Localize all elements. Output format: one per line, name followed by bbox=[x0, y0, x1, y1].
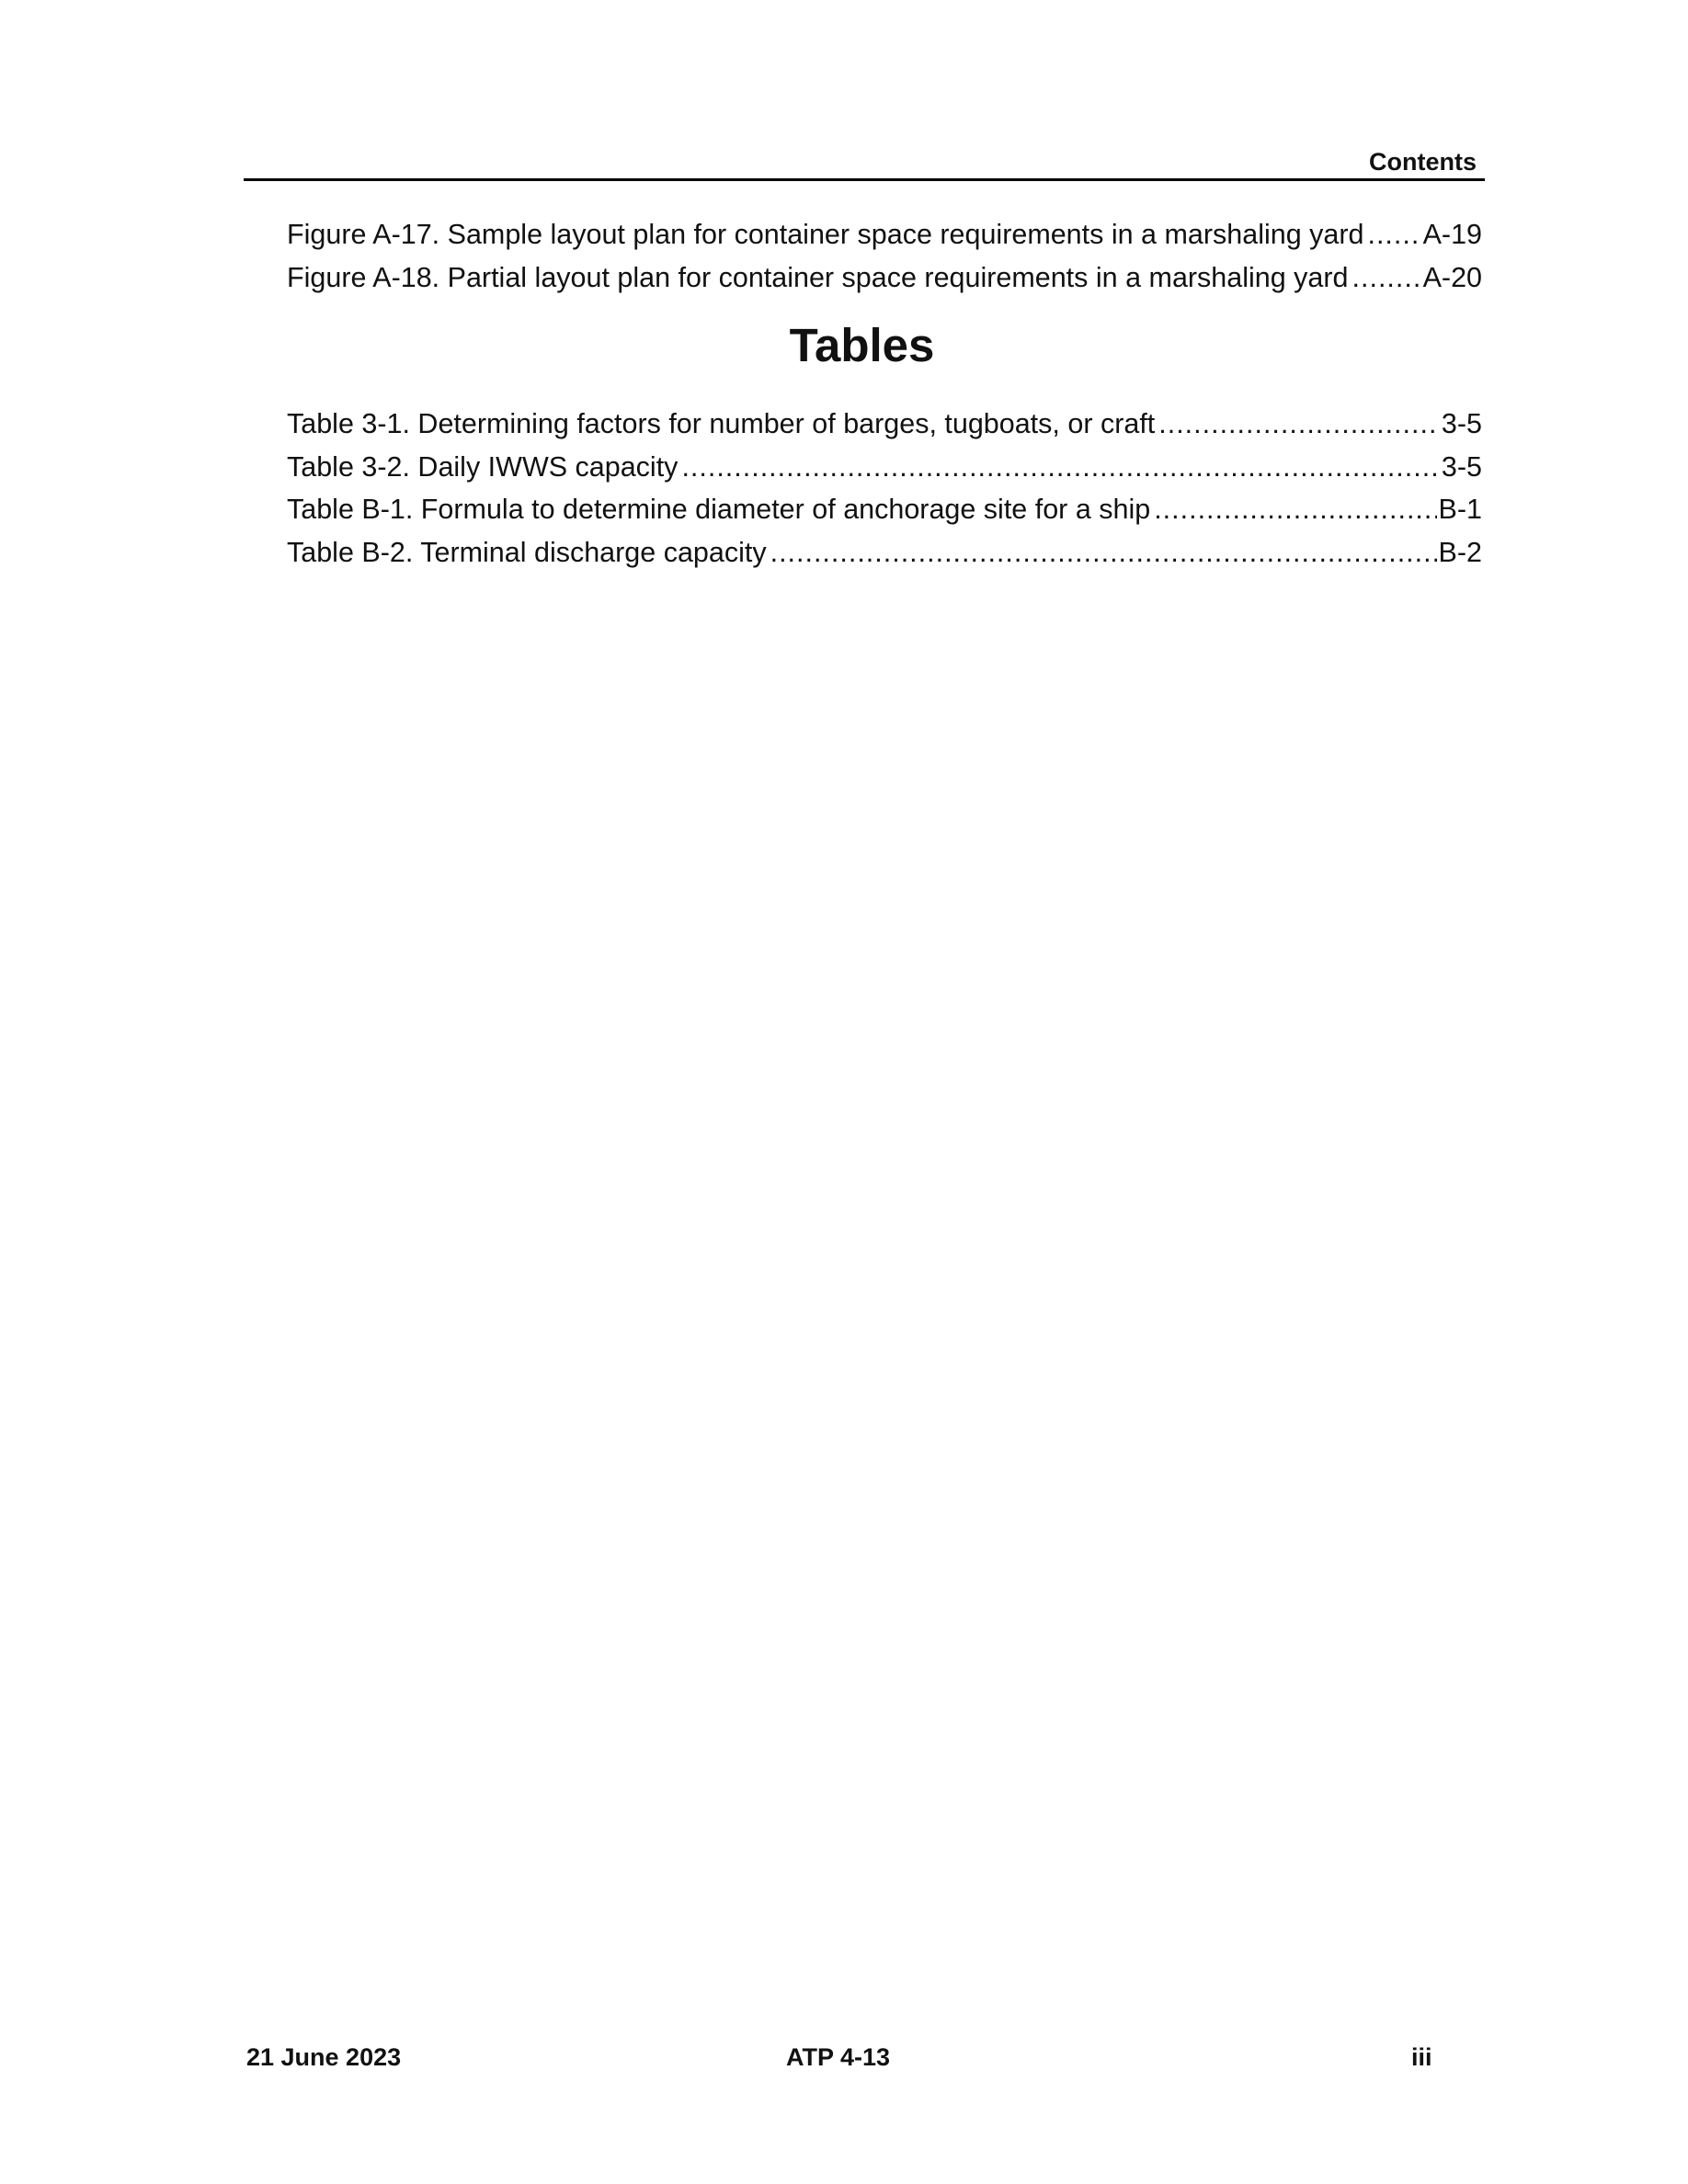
footer-publication: ATP 4-13 bbox=[786, 2043, 891, 2071]
tables-list bbox=[287, 403, 1482, 574]
running-header-title: Contents bbox=[1369, 148, 1477, 176]
dot-leader bbox=[681, 446, 1439, 489]
toc-entry[interactable] bbox=[287, 488, 1482, 531]
dot-leader bbox=[1154, 488, 1436, 531]
dot-leader bbox=[1367, 213, 1420, 256]
toc-entry-page: B-2 bbox=[1438, 536, 1482, 568]
toc-entry-label: Table B-1. Formula to determine diameter of anchorage site for a ship bbox=[287, 494, 1151, 525]
footer-date: 21 June 2023 bbox=[246, 2043, 402, 2071]
toc-entry[interactable] bbox=[287, 256, 1482, 300]
header-rule bbox=[244, 178, 1485, 181]
toc-entry-page: 3-5 bbox=[1441, 408, 1482, 439]
toc-entry-label: Figure A-17. Sample layout plan for container space requirements in a marshaling yard bbox=[287, 219, 1364, 250]
tables-heading: Tables bbox=[789, 319, 935, 371]
figures-list bbox=[287, 213, 1482, 299]
toc-entry-label: Table B-2. Terminal discharge capacity bbox=[287, 536, 767, 568]
toc-entry-page: A-19 bbox=[1422, 219, 1482, 250]
toc-entry-label: Table 3-1. Determining factors for number of barges, tugboats, or craft bbox=[287, 408, 1156, 439]
toc-entry-page: 3-5 bbox=[1441, 450, 1482, 483]
toc-entry[interactable] bbox=[287, 213, 1482, 256]
toc-entry[interactable] bbox=[287, 446, 1482, 489]
dot-leader bbox=[770, 531, 1437, 574]
footer-page-number: iii bbox=[1411, 2043, 1432, 2071]
dot-leader bbox=[1352, 256, 1421, 300]
dot-leader bbox=[1158, 403, 1440, 446]
toc-entry-page: B-1 bbox=[1438, 494, 1482, 525]
toc-entry-page: A-20 bbox=[1422, 261, 1482, 293]
toc-entry-label: Figure A-18. Partial layout plan for container space requirements in a marshaling yard bbox=[287, 261, 1349, 293]
toc-entry[interactable] bbox=[287, 531, 1482, 574]
toc-entry[interactable] bbox=[287, 403, 1482, 446]
toc-entry-label: Table 3-2. Daily IWWS capacity bbox=[287, 450, 679, 483]
